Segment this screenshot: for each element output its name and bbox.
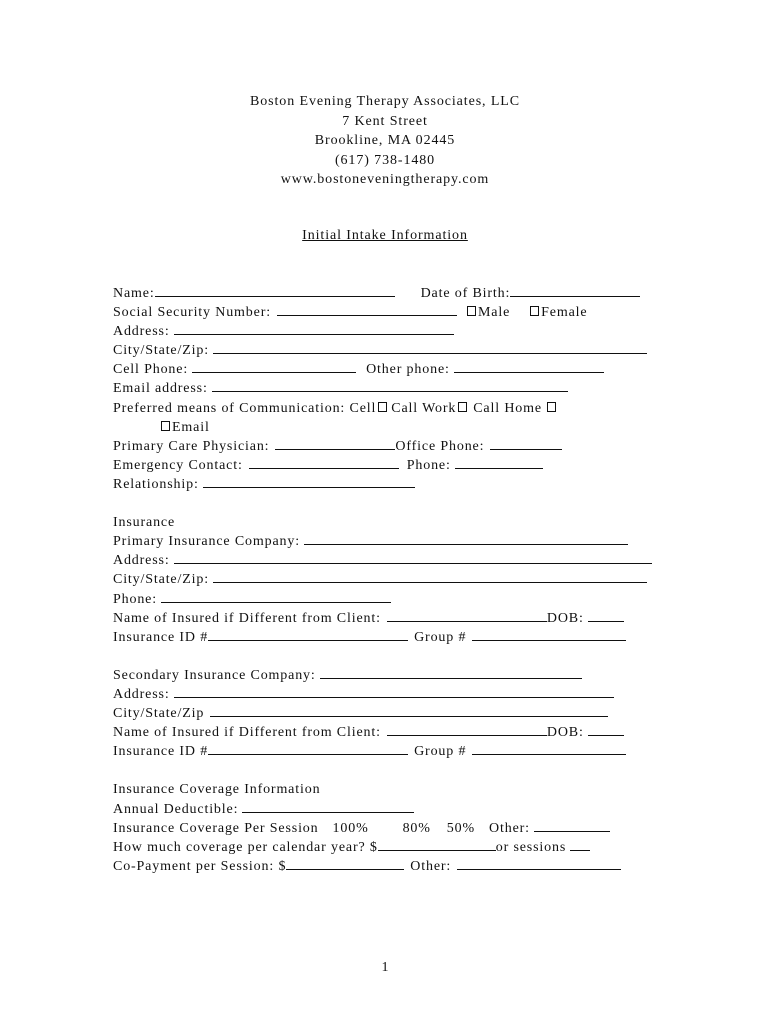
relationship-label: Relationship: xyxy=(113,476,199,492)
primary-company-row xyxy=(113,532,658,551)
secondary-id-field[interactable] xyxy=(208,743,408,755)
preferred-label: Preferred means of Communication: Cell xyxy=(113,400,377,416)
office-phone-field[interactable] xyxy=(490,438,562,450)
page-number: 1 xyxy=(381,960,389,975)
primary-group-field[interactable] xyxy=(472,629,626,641)
pcp-field[interactable] xyxy=(275,438,395,450)
ssn-field[interactable] xyxy=(277,304,457,316)
cell-checkbox[interactable] xyxy=(378,402,387,412)
primary-city-field[interactable] xyxy=(213,571,647,583)
address-label: Address: xyxy=(113,324,170,340)
cell-field[interactable] xyxy=(192,361,356,373)
relationship-row xyxy=(113,475,658,494)
primary-id-field[interactable] xyxy=(208,629,408,641)
org-website: www.bostoneveningtherapy.com xyxy=(280,172,490,187)
emergency-row xyxy=(113,456,658,475)
relationship-field[interactable] xyxy=(203,476,415,488)
cell-row xyxy=(113,360,658,379)
org-street: 7 Kent Street xyxy=(342,113,428,129)
secondary-id-label: Insurance ID # xyxy=(113,744,209,760)
secondary-address-label: Address: xyxy=(113,686,170,702)
option-100[interactable]: 100% xyxy=(332,820,369,836)
primary-address-label: Address: xyxy=(113,553,170,569)
city-row xyxy=(113,341,658,360)
copay-other-label: Other: xyxy=(410,858,452,874)
per-session-label: Insurance Coverage Per Session xyxy=(113,820,319,836)
copay-label: Co-Payment per Session: $ xyxy=(113,858,287,874)
secondary-company-label: Secondary Insurance Company: xyxy=(113,667,316,683)
primary-phone-field[interactable] xyxy=(161,591,391,603)
email-row xyxy=(113,379,658,398)
call-work-checkbox[interactable] xyxy=(458,402,467,412)
secondary-company-field[interactable] xyxy=(320,667,582,679)
primary-id-row xyxy=(113,628,658,647)
dob-field[interactable] xyxy=(510,285,640,297)
copay-row xyxy=(113,857,658,876)
secondary-dob-label: DOB: xyxy=(546,725,584,741)
emergency-label: Emergency Contact: xyxy=(113,457,243,473)
insurance-heading: Insurance xyxy=(113,515,176,531)
primary-city-row xyxy=(113,570,658,589)
secondary-city-field[interactable] xyxy=(210,705,608,717)
emergency-phone-field[interactable] xyxy=(455,457,543,469)
secondary-address-row xyxy=(113,685,658,704)
primary-insured-label: Name of Insured if Different from Client: xyxy=(113,610,381,626)
form-title: Initial Intake Information xyxy=(302,228,468,243)
letterhead xyxy=(0,92,770,190)
secondary-insured-field[interactable] xyxy=(387,724,547,736)
ssn-label: Social Security Number: xyxy=(113,305,271,321)
how-much-row xyxy=(113,838,658,857)
dob-label: Date of Birth: xyxy=(420,286,511,301)
secondary-insured-label: Name of Insured if Different from Client: xyxy=(113,725,381,741)
emergency-field[interactable] xyxy=(249,457,399,469)
preferred-row xyxy=(113,399,658,418)
city-label: City/State/Zip: xyxy=(113,343,209,359)
copay-field[interactable] xyxy=(286,858,404,870)
how-much-label: How much coverage per calendar year? $ xyxy=(113,839,378,855)
coverage-heading: Insurance Coverage Information xyxy=(113,782,321,798)
pcp-row xyxy=(113,437,658,456)
form-body xyxy=(113,284,658,876)
primary-dob-field[interactable] xyxy=(588,610,624,622)
copay-other-field[interactable] xyxy=(457,858,621,870)
city-field[interactable] xyxy=(213,342,647,354)
org-name: Boston Evening Therapy Associates, LLC xyxy=(250,94,520,109)
secondary-group-field[interactable] xyxy=(472,743,626,755)
secondary-insured-row xyxy=(113,723,658,742)
other-option-field[interactable] xyxy=(534,820,610,832)
cell-label: Cell Phone: xyxy=(113,362,189,378)
option-80[interactable]: 80% xyxy=(402,820,431,836)
deductible-field[interactable] xyxy=(242,801,414,813)
primary-city-label: City/State/Zip: xyxy=(113,572,209,588)
deductible-label: Annual Deductible: xyxy=(113,801,239,817)
female-label: Female xyxy=(541,305,588,321)
deductible-row xyxy=(113,800,658,819)
secondary-address-field[interactable] xyxy=(174,686,614,698)
primary-id-label: Insurance ID # xyxy=(113,629,209,645)
email-label: Email address: xyxy=(113,381,208,397)
male-label: Male xyxy=(477,305,511,321)
name-field[interactable] xyxy=(155,285,395,297)
primary-group-label: Group # xyxy=(414,629,467,645)
secondary-city-label: City/State/Zip xyxy=(113,706,205,722)
insurance-heading-row xyxy=(113,513,658,532)
primary-dob-label: DOB: xyxy=(546,610,584,626)
email-field[interactable] xyxy=(212,380,568,392)
option-50[interactable]: 50% xyxy=(446,820,476,836)
coverage-heading-row xyxy=(113,780,658,799)
secondary-id-row xyxy=(113,742,658,761)
how-much-field[interactable] xyxy=(378,839,496,851)
primary-phone-label: Phone: xyxy=(113,591,157,607)
primary-phone-row xyxy=(113,590,658,609)
email-checkbox[interactable] xyxy=(161,421,170,431)
office-phone-label: Office Phone: xyxy=(395,438,485,454)
email-option-label: Email xyxy=(172,419,210,435)
sessions-field[interactable] xyxy=(570,839,590,851)
secondary-group-label: Group # xyxy=(414,744,467,760)
primary-address-field[interactable] xyxy=(174,552,652,564)
primary-insured-field[interactable] xyxy=(387,610,547,622)
secondary-dob-field[interactable] xyxy=(588,724,624,736)
other-phone-field[interactable] xyxy=(454,361,604,373)
primary-address-row xyxy=(113,551,658,570)
secondary-city-row xyxy=(113,704,658,723)
per-session-row xyxy=(113,819,658,838)
call-home-label: Call Home xyxy=(473,400,542,416)
name-row xyxy=(113,284,658,303)
secondary-company-row xyxy=(113,666,658,685)
primary-company-label: Primary Insurance Company: xyxy=(113,534,300,550)
ssn-row xyxy=(113,303,658,322)
primary-company-field[interactable] xyxy=(304,533,628,545)
name-label: Name: xyxy=(113,286,155,301)
pcp-label: Primary Care Physician: xyxy=(113,438,270,454)
org-phone: (617) 738-1480 xyxy=(334,152,436,168)
male-checkbox[interactable] xyxy=(467,306,476,316)
org-city: Brookline, MA 02445 xyxy=(314,133,456,148)
or-sessions-label: or sessions xyxy=(495,839,567,855)
primary-insured-row xyxy=(113,609,658,628)
female-checkbox[interactable] xyxy=(530,306,539,316)
other-option-label: Other: xyxy=(489,820,530,836)
emergency-phone-label: Phone: xyxy=(406,457,451,473)
other-phone-label: Other phone: xyxy=(366,362,450,378)
email-option-row xyxy=(113,418,658,437)
call-home-checkbox[interactable] xyxy=(547,402,556,412)
address-row xyxy=(113,322,658,341)
call-work-label: Call Work xyxy=(391,400,457,416)
address-field[interactable] xyxy=(174,323,454,335)
